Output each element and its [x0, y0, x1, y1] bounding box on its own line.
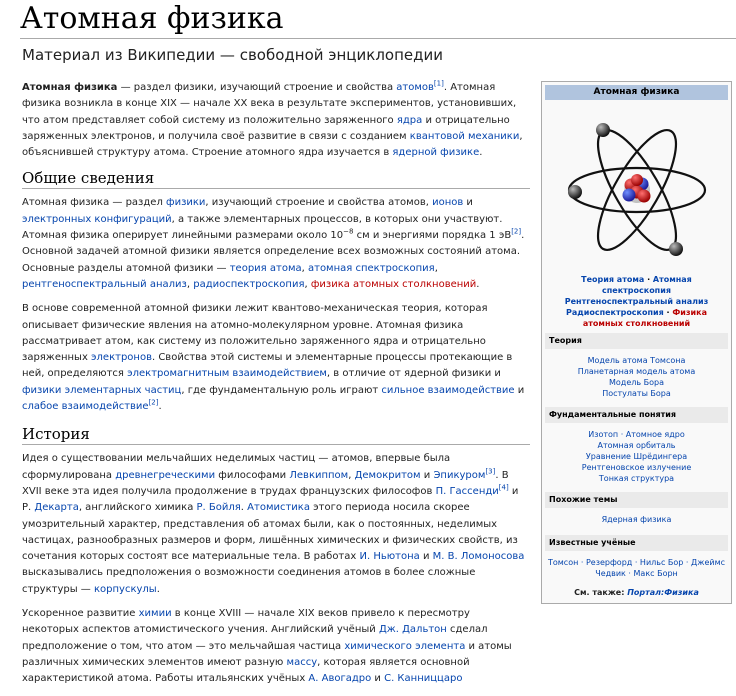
section-heading-overview: Общие сведения	[22, 169, 530, 189]
ref-3[interactable]: [3]	[485, 467, 496, 476]
caption-link-xray-analysis[interactable]: Рентгеноспектральный анализ	[564, 297, 709, 306]
page-subtitle: Материал из Википедии — свободной энциклопедии	[22, 46, 443, 64]
link-lomonosov[interactable]: М. В. Ломоносова	[432, 551, 525, 563]
link-mass[interactable]: массу	[286, 656, 318, 668]
infobox-portal	[546, 587, 727, 598]
infobox-title: Атомная физика	[545, 85, 728, 100]
text: .	[479, 147, 483, 159]
article-body	[22, 80, 530, 696]
infobox-link[interactable]: Чедвик · Макс Борн	[595, 569, 678, 578]
link-radio-spectroscopy[interactable]: радиоспектроскопия	[193, 278, 305, 290]
text: .	[156, 583, 160, 595]
link-quantum-mechanics[interactable]: квантовой механики	[409, 130, 520, 142]
infobox-link[interactable]: Атомная орбиталь	[597, 441, 676, 450]
infobox-section-scientists: Известные учёные	[545, 535, 728, 551]
page-title: Атомная физика	[20, 1, 284, 36]
link-xray-analysis[interactable]: рентгеноспектральный анализ	[22, 278, 187, 290]
overview-paragraph-1	[22, 195, 530, 293]
text: и отрицательно заряженных электронов, и получила своё развитие в связи с созданием	[22, 114, 510, 142]
text: и	[371, 673, 385, 685]
history-paragraph-1	[22, 451, 530, 598]
infobox-list-fundamentals	[546, 429, 727, 484]
infobox-link[interactable]: Уравнение Шрёдингера	[585, 452, 688, 461]
link-atomic-collisions[interactable]: физика атомных столкновений	[310, 278, 477, 290]
text: и атомы различных химических элементов имеют разную	[22, 640, 512, 668]
link-democritus[interactable]: Демокритом	[354, 469, 421, 481]
atom-icon	[567, 102, 707, 272]
text: В основе современной атомной физики лежит квантово-механическая теория, которая описывает физические явления на атомно-молекулярном уровне. Атомная физика рассматривает атом, как систему из положительно заряженного ядра и отрицательно заряженных	[22, 303, 488, 364]
link-epicurus[interactable]: Эпикуром	[433, 469, 486, 481]
link-electron-config[interactable]: электронных конфигураций	[22, 213, 172, 225]
text: .	[240, 502, 248, 514]
infobox-link[interactable]: Рентгеновское излучение	[581, 463, 692, 472]
text: , английского химика	[78, 502, 197, 514]
link-em-interaction[interactable]: электромагнитным взаимодействием	[127, 368, 327, 380]
text: , где фундаментальную роль играют	[181, 384, 382, 396]
caption-link-radio-spectroscopy[interactable]: Радиоспектроскопия	[566, 308, 664, 317]
text: и	[514, 384, 525, 396]
infobox-caption	[546, 274, 727, 329]
text: в конце XVIII — начале XIX веков привело к пересмотру некоторых аспектов атомистического учения. Английский учёный	[22, 608, 470, 636]
infobox	[541, 81, 732, 604]
intro-paragraph	[22, 80, 530, 161]
overview-paragraph-2	[22, 301, 530, 415]
text: Ускоренное развитие	[22, 608, 139, 620]
link-weak-interaction[interactable]: слабое взаимодействие	[22, 401, 149, 413]
text: , в отличие от ядерной физики и	[326, 368, 501, 380]
text: , а также элементарных процессов, в которых они участвуют. Атомная физика оперирует линейными размерами около 10	[22, 213, 503, 242]
link-leucippus[interactable]: Левкиппом	[289, 469, 349, 481]
text: . Свойства этой системы и элементарные процессы протекающие в ней, определяются	[22, 352, 513, 380]
text: ,	[186, 278, 194, 290]
exponent: −8	[343, 227, 354, 236]
infobox-section-theory: Теория	[545, 333, 728, 349]
link-strong-interaction[interactable]: сильное взаимодействие	[381, 384, 515, 396]
infobox-link[interactable]: Изотоп · Атомное ядро	[588, 430, 685, 439]
separator: ·	[663, 308, 673, 317]
portal-link[interactable]: Портал:Физика	[627, 588, 699, 597]
text: сделал предположение о том, что атом — это мельчайшая частица	[22, 624, 488, 652]
infobox-section-fundamentals: Фундаментальные понятия	[545, 407, 728, 423]
link-corpuscles[interactable]: корпускулы	[93, 583, 157, 595]
text: . В XVII веке эта идея получила продолжение в трудах французских философов	[22, 469, 509, 497]
link-avogadro[interactable]: А. Авогадро	[308, 673, 372, 685]
portal-label: См. также:	[574, 588, 628, 597]
link-chemical-element[interactable]: химического элемента	[344, 640, 466, 652]
infobox-list-related	[546, 514, 727, 525]
link-dalton[interactable]: Дж. Дальтон	[378, 624, 447, 636]
infobox-link[interactable]: Томсон · Резерфорд · Нильс Бор · Джеймс	[547, 558, 726, 567]
intro-bold-term: Атомная физика	[22, 82, 118, 93]
ref-2[interactable]: [2]	[511, 227, 522, 236]
link-ancient-greek[interactable]: древнегреческими	[115, 469, 216, 481]
text: ,	[304, 278, 311, 290]
text: и	[419, 551, 433, 563]
text: и Р.	[22, 485, 519, 514]
infobox-section-related: Похожие темы	[545, 492, 728, 508]
text: , изучающий строение и свойства атомов,	[205, 197, 433, 209]
text: , объяснившей структуру атома. Строение атомного ядра изучается в	[22, 130, 523, 159]
link-descartes[interactable]: Декарта	[34, 502, 79, 514]
link-gassendi[interactable]: П. Гассенди	[435, 485, 499, 497]
infobox-list-scientists	[546, 557, 727, 579]
title-divider	[20, 38, 736, 39]
text: Атомная физика — раздел	[22, 197, 167, 209]
section-heading-history: История	[22, 425, 530, 445]
link-atoms[interactable]: атомов	[396, 82, 434, 93]
caption-link-atomic-collisions[interactable]: Физика атомных столкновений	[582, 308, 707, 328]
link-chemistry[interactable]: химии	[138, 608, 172, 620]
infobox-link[interactable]: Модель атома Томсона	[587, 356, 686, 365]
history-paragraph-2	[22, 606, 530, 687]
text: Идея о существовании мельчайших неделимых частиц — атомов, впервые была сформулирована	[22, 453, 451, 481]
text: .	[158, 401, 162, 413]
text: и	[420, 469, 434, 481]
text: этого периода носила скорее умозрительный характер, представления об атомах были, как о постоянных, неделимых частицах, разнообразных размеров и форм, лишённых химических и физических свойств, из сочетания которых состоят все материальные тела. В работах	[22, 502, 518, 563]
link-cannizzaro[interactable]: С. Канниццаро	[384, 673, 463, 685]
text: философами	[215, 469, 290, 481]
link-newton[interactable]: И. Ньютона	[359, 551, 420, 563]
text: , которая является основной характеристикой атома. Работы итальянских учёных	[22, 656, 470, 685]
text: . Атомная физика возникла в конце XIX — начале XX века в результате экспериментов, установивших, что атом представляет собой систему из положительно заряженного	[22, 82, 517, 126]
ref-1[interactable]: [1]	[433, 79, 444, 88]
link-nucleus[interactable]: ядра	[396, 114, 423, 126]
text: ,	[434, 262, 438, 274]
infobox-list-theory	[546, 355, 727, 399]
link-atomic-spectroscopy[interactable]: атомная спектроскопия	[307, 262, 435, 274]
link-atomistics[interactable]: Атомистика	[247, 502, 310, 514]
text: ,	[301, 262, 308, 274]
infobox-link[interactable]: Постулаты Бора	[602, 389, 671, 398]
text: и	[463, 197, 473, 209]
link-ions[interactable]: ионов	[432, 197, 464, 209]
infobox-link[interactable]: Тонкая структура	[598, 474, 675, 483]
caption-link-atomic-spectroscopy[interactable]: Атомная спектроскопия	[602, 275, 692, 295]
separator: ·	[644, 275, 653, 284]
link-atom-theory[interactable]: теория атома	[229, 262, 302, 274]
text: . Основной задачей атомной физики является определение всех возможных состояний атома. Основные разделы атомной физики —	[22, 230, 525, 274]
text: — раздел физики, изучающий строение и свойства	[117, 82, 397, 93]
link-particle-physics[interactable]: физики элементарных частиц	[22, 384, 182, 396]
link-electrons[interactable]: электронов	[91, 352, 152, 364]
link-nuclear-physics[interactable]: ядерной физике	[392, 147, 480, 159]
ref-2b[interactable]: [2]	[148, 398, 159, 407]
text: .	[476, 278, 480, 290]
infobox-link[interactable]: Модель Бора	[609, 378, 664, 387]
caption-link-atom-theory[interactable]: Теория атома	[581, 275, 645, 284]
text: см и энергиями порядка 1 эВ	[353, 230, 512, 242]
text: высказывались предположения о возможности соединения атомов в более сложные структуры —	[22, 567, 476, 595]
link-physics[interactable]: физики	[166, 197, 206, 209]
ref-4[interactable]: [4]	[498, 483, 509, 492]
link-boyle[interactable]: Р. Бойля	[196, 502, 241, 514]
infobox-link[interactable]: Планетарная модель атома	[577, 367, 696, 376]
text: ,	[348, 469, 355, 481]
infobox-link[interactable]: Ядерная физика	[601, 515, 672, 524]
